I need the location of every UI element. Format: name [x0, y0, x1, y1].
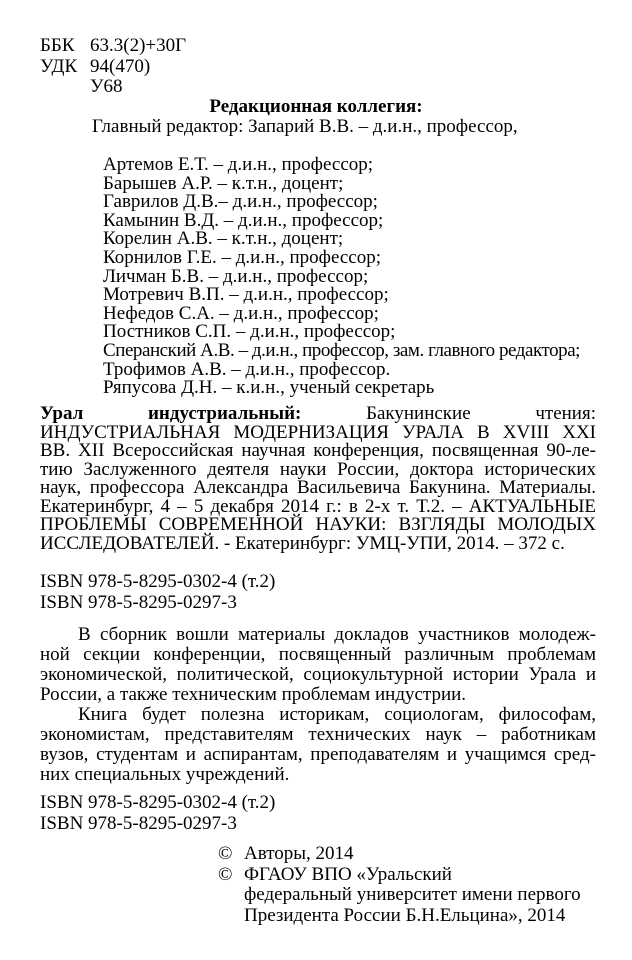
- code-value: 94(470): [90, 55, 151, 77]
- author-mark: [40, 77, 186, 98]
- biblio-title-word: индустриальный:: [147, 403, 302, 424]
- code-value: У68: [90, 76, 123, 97]
- code-label: УДК: [40, 55, 78, 77]
- biblio-line: Екатеринбург, 4 – 5 декабря 2014 г.: в 2-х т. Т.2. – АКТУАЛЬНЫЕ: [40, 495, 596, 517]
- annotation-line: Книга будет полезна историкам, социологам, философам,: [78, 704, 596, 725]
- board-member: Ряпусова Д.Н. – к.и.н., ученый секретарь: [103, 377, 435, 399]
- board-member: Сперанский А.В. – д.и.н., профессор, зам. главного редактора;: [103, 339, 581, 361]
- annotation-line: В сборник вошли материалы докладов участников молодеж-: [78, 624, 596, 645]
- board-member: Мотревич В.П. – д.и.н., профессор;: [103, 284, 389, 306]
- biblio-line: ИССЛЕДОВАТЕЛЕЙ. - Екатеринбург: УМЦ-УПИ, 2014. – 372 с.: [40, 532, 565, 554]
- board-member: Корелин А.В. – к.т.н., доцент;: [103, 228, 344, 250]
- board-member: Корнилов Г.Е. – д.и.н., профессор;: [103, 246, 381, 268]
- board-member: Артемов Е.Т. – д.и.н., профессор;: [103, 154, 374, 175]
- biblio-line: ПРОБЛЕМЫ СОВРЕМЕННОЙ НАУКИ: ВЗГЛЯДЫ МОЛОДЫХ: [40, 514, 596, 535]
- code-value: 63.3(2)+30Г: [90, 35, 187, 56]
- biblio-line: ВВ. XII Всероссийская научная конференция, посвященная 90-ле-: [40, 440, 596, 461]
- annotation-line: них специальных учреждений.: [40, 764, 290, 785]
- udk-code: [40, 57, 186, 78]
- editorial-board-title: Редакционная коллегия:: [209, 96, 423, 117]
- copyright-text: федеральный университет имени первого: [244, 884, 581, 905]
- chief-editor: Главный редактор: Запарий В.В. – д.и.н., профессор,: [92, 116, 518, 137]
- biblio-line: тию Заслуженного деятеля науки России, доктора исторических: [40, 458, 596, 480]
- annotation: [40, 625, 596, 785]
- board-member: Трофимов А.В. – д.и.н., профессор.: [103, 358, 391, 380]
- biblio-title-word: чтения:: [535, 403, 596, 424]
- isbn-set: ISBN 978-5-8295-0297-3: [40, 813, 237, 834]
- isbn-block-bottom: [40, 792, 275, 834]
- copyright-text: ФГАОУ ВПО «Уральский: [244, 863, 452, 885]
- board-member: Гаврилов Д.В.– д.и.н., профессор;: [103, 191, 378, 213]
- copyright-block: [218, 844, 581, 926]
- annotation-line: ной секции конференции, посвященный различным проблемам: [40, 644, 596, 665]
- annotation-line: вузов, студентам и аспирантам, преподавателям и учащимся сред-: [40, 744, 596, 765]
- copyright-university: [218, 865, 581, 886]
- isbn-volume: ISBN 978-5-8295-0302-4 (т.2): [40, 571, 276, 592]
- copyright-icon: ©: [218, 843, 233, 864]
- annotation-line: экономистам, представителям технических наук – работникам: [40, 724, 596, 745]
- bibliographic-record: [40, 405, 596, 553]
- editorial-board-members: [103, 156, 580, 398]
- board-member: Нефедов С.А. – д.и.н., профессор;: [103, 302, 379, 324]
- copyright-authors: [218, 844, 581, 865]
- board-member: Постников С.П. – д.и.н., профессор;: [103, 321, 396, 343]
- biblio-line: [40, 405, 596, 424]
- annotation-line: России, а также техническим проблемам индустрии.: [40, 684, 467, 705]
- code-label: ББК: [40, 35, 75, 56]
- board-member: Личман Б.В. – д.и.н., профессор;: [103, 265, 369, 287]
- bbk-code: [40, 36, 186, 57]
- classification-codes: [40, 36, 186, 98]
- isbn-block-top: [40, 571, 275, 613]
- biblio-title-word: Бакунинские: [366, 403, 471, 424]
- board-member: Барышев А.Р. – к.т.н., доцент;: [103, 172, 344, 194]
- annotation-line: экономической, политической, социокультурной истории Урала и: [40, 664, 596, 685]
- copyright-text: Авторы, 2014: [244, 843, 354, 864]
- copyright-icon: ©: [218, 863, 233, 885]
- biblio-line: наук, профессора Александра Васильевича Бакунина. Материалы.: [40, 477, 596, 498]
- isbn-volume: ISBN 978-5-8295-0302-4 (т.2): [40, 792, 276, 813]
- biblio-line: ИНДУСТРИАЛЬНАЯ МОДЕРНИЗАЦИЯ УРАЛА В XVIII XXI: [40, 421, 596, 443]
- board-member: Камынин В.Д. – д.и.н., профессор;: [103, 209, 384, 231]
- copyright-text: Президента России Б.Н.Ельцина», 2014: [244, 904, 566, 926]
- biblio-title-word: Урал: [40, 403, 84, 424]
- isbn-set: ISBN 978-5-8295-0297-3: [40, 592, 237, 613]
